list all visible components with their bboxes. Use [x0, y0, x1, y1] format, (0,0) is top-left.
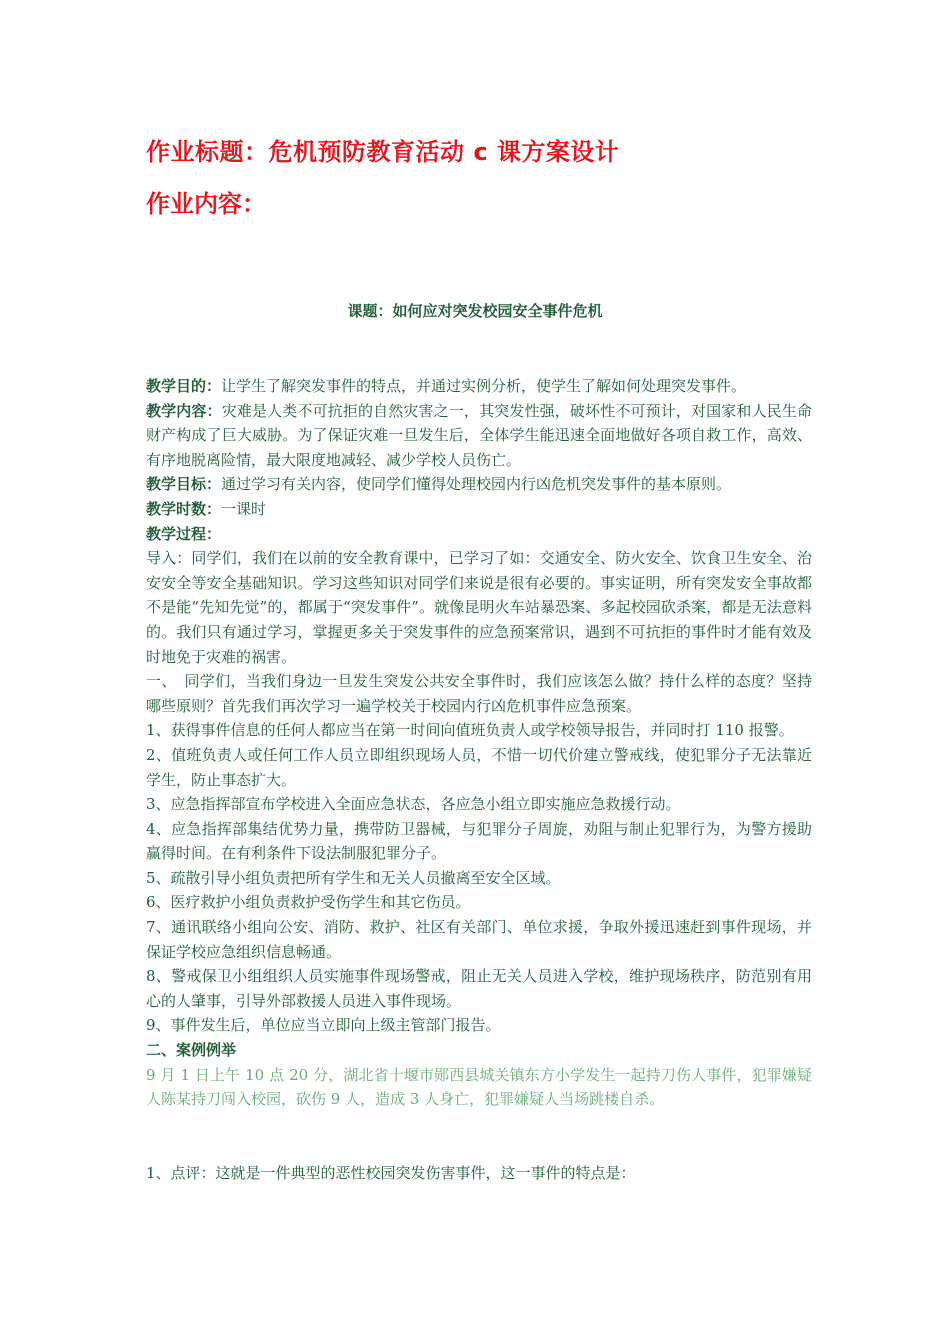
step-item: 6、医疗救护小组负责救护受伤学生和其它伤员。	[146, 893, 471, 912]
part1-paragraph: 一、 同学们，当我们身边一旦发生突发公共安全事件时，我们应该怎么做？持什么样的态度？坚持哪些原则？首先我们再次学习一遍学校关于校园内行凶危机事件应急预案。	[146, 672, 812, 715]
step-item: 8、警戒保卫小组组织人员实施事件现场警戒，阻止无关人员进入学校，维护现场秩序，防范别有用心的人肇事，引导外部救援人员进入事件现场。	[146, 967, 812, 1010]
time-paragraph	[146, 497, 812, 522]
content-text: 灾难是人类不可抗拒的自然灾害之一，其突发性强，破坏性不可预计，对国家和人民生命财产构成了巨大威胁。为了保证灾难一旦发生后，全体学生能迅速全面地做好各项自救工作，高效、有序地脱离险情，最大限度地减轻、减少学校人员伤亡。	[146, 401, 812, 469]
part2-label: 二、案例例举	[146, 1041, 237, 1060]
purpose-text: 让学生了解突发事件的特点，并通过实例分析，使学生了解如何处理突发事件。	[221, 377, 747, 395]
process-paragraph	[146, 522, 812, 547]
goal-label: 教学目标：	[146, 475, 222, 494]
purpose-label: 教学目的：	[146, 377, 222, 395]
case-paragraph: 9 月 1 日上午 10 点 20 分，湖北省十堰市郧西县城关镇东方小学发生一起持刀伤人事件，犯罪嫌疑人陈某持刀闯入校园，砍伤 9 人，造成 3 人身亡，犯罪嫌疑人当场跳楼自杀。	[146, 1065, 812, 1109]
step-item: 7、通讯联络小组向公安、消防、救护、社区有关部门、单位求援，争取外援迅速赶到事件现场，并保证学校应急组织信息畅通。	[146, 918, 812, 961]
step-item: 1、获得事件信息的任何人都应当在第一时间向值班负责人或学校领导报告，并同时打 110 报警。	[146, 721, 794, 740]
spacer	[146, 1112, 812, 1161]
lesson-title: 课题：如何应对突发校园安全事件危机	[347, 302, 603, 320]
document-body	[146, 374, 812, 1185]
step-item: 5、疏散引导小组负责把所有学生和无关人员撤离至安全区域。	[146, 868, 561, 887]
process-label: 教学过程：	[146, 524, 222, 543]
content-label: 教学内容：	[146, 401, 222, 420]
assignment-content-label: 作业内容：	[146, 190, 266, 218]
time-text: 一课时	[221, 499, 267, 518]
comment-paragraph: 1、点评：这就是一件典型的恶性校园突发伤害事件，这一事件的特点是：	[146, 1163, 636, 1182]
goal-text: 通过学习有关内容，使同学们懂得处理校园内行凶危机突发事件的基本原则。	[221, 475, 732, 494]
assignment-title: 作业标题：危机预防教育活动 c 课方案设计	[146, 138, 620, 166]
intro-paragraph: 导入：同学们，我们在以前的安全教育课中，已学习了如：交通安全、防火安全、饮食卫生安全、治安安全等安全基础知识。学习这些知识对同学们来说是很有必要的。事实证明，所有突发安全事故都不是能“先知先觉”的，都属于“突发事件”。就像昆明火车站暴恐案、多起校园砍杀案，都是无法意料的。我们只有通过学习，掌握更多关于突发事件的应急预案常识，遇到不可抗拒的事件时才能有效及时地免于灾难的祸害。	[146, 549, 812, 666]
content-paragraph	[146, 399, 812, 473]
purpose-paragraph	[146, 374, 812, 399]
step-item: 9、事件发生后，单位应当立即向上级主管部门报告。	[146, 1016, 501, 1035]
part2-heading	[146, 1038, 812, 1063]
time-label: 教学时数：	[146, 499, 222, 518]
step-item: 4、应急指挥部集结优势力量，携带防卫器械，与犯罪分子周旋，劝阻与制止犯罪行为，为警方援助赢得时间。在有利条件下设法制服犯罪分子。	[146, 819, 812, 863]
step-item: 2、值班负责人或任何工作人员立即组织现场人员，不惜一切代价建立警戒线，使犯罪分子无法靠近学生，防止事态扩大。	[146, 745, 812, 789]
step-item: 3、应急指挥部宣布学校进入全面应急状态，各应急小组立即实施应急救援行动。	[146, 795, 681, 814]
goal-paragraph	[146, 472, 812, 497]
